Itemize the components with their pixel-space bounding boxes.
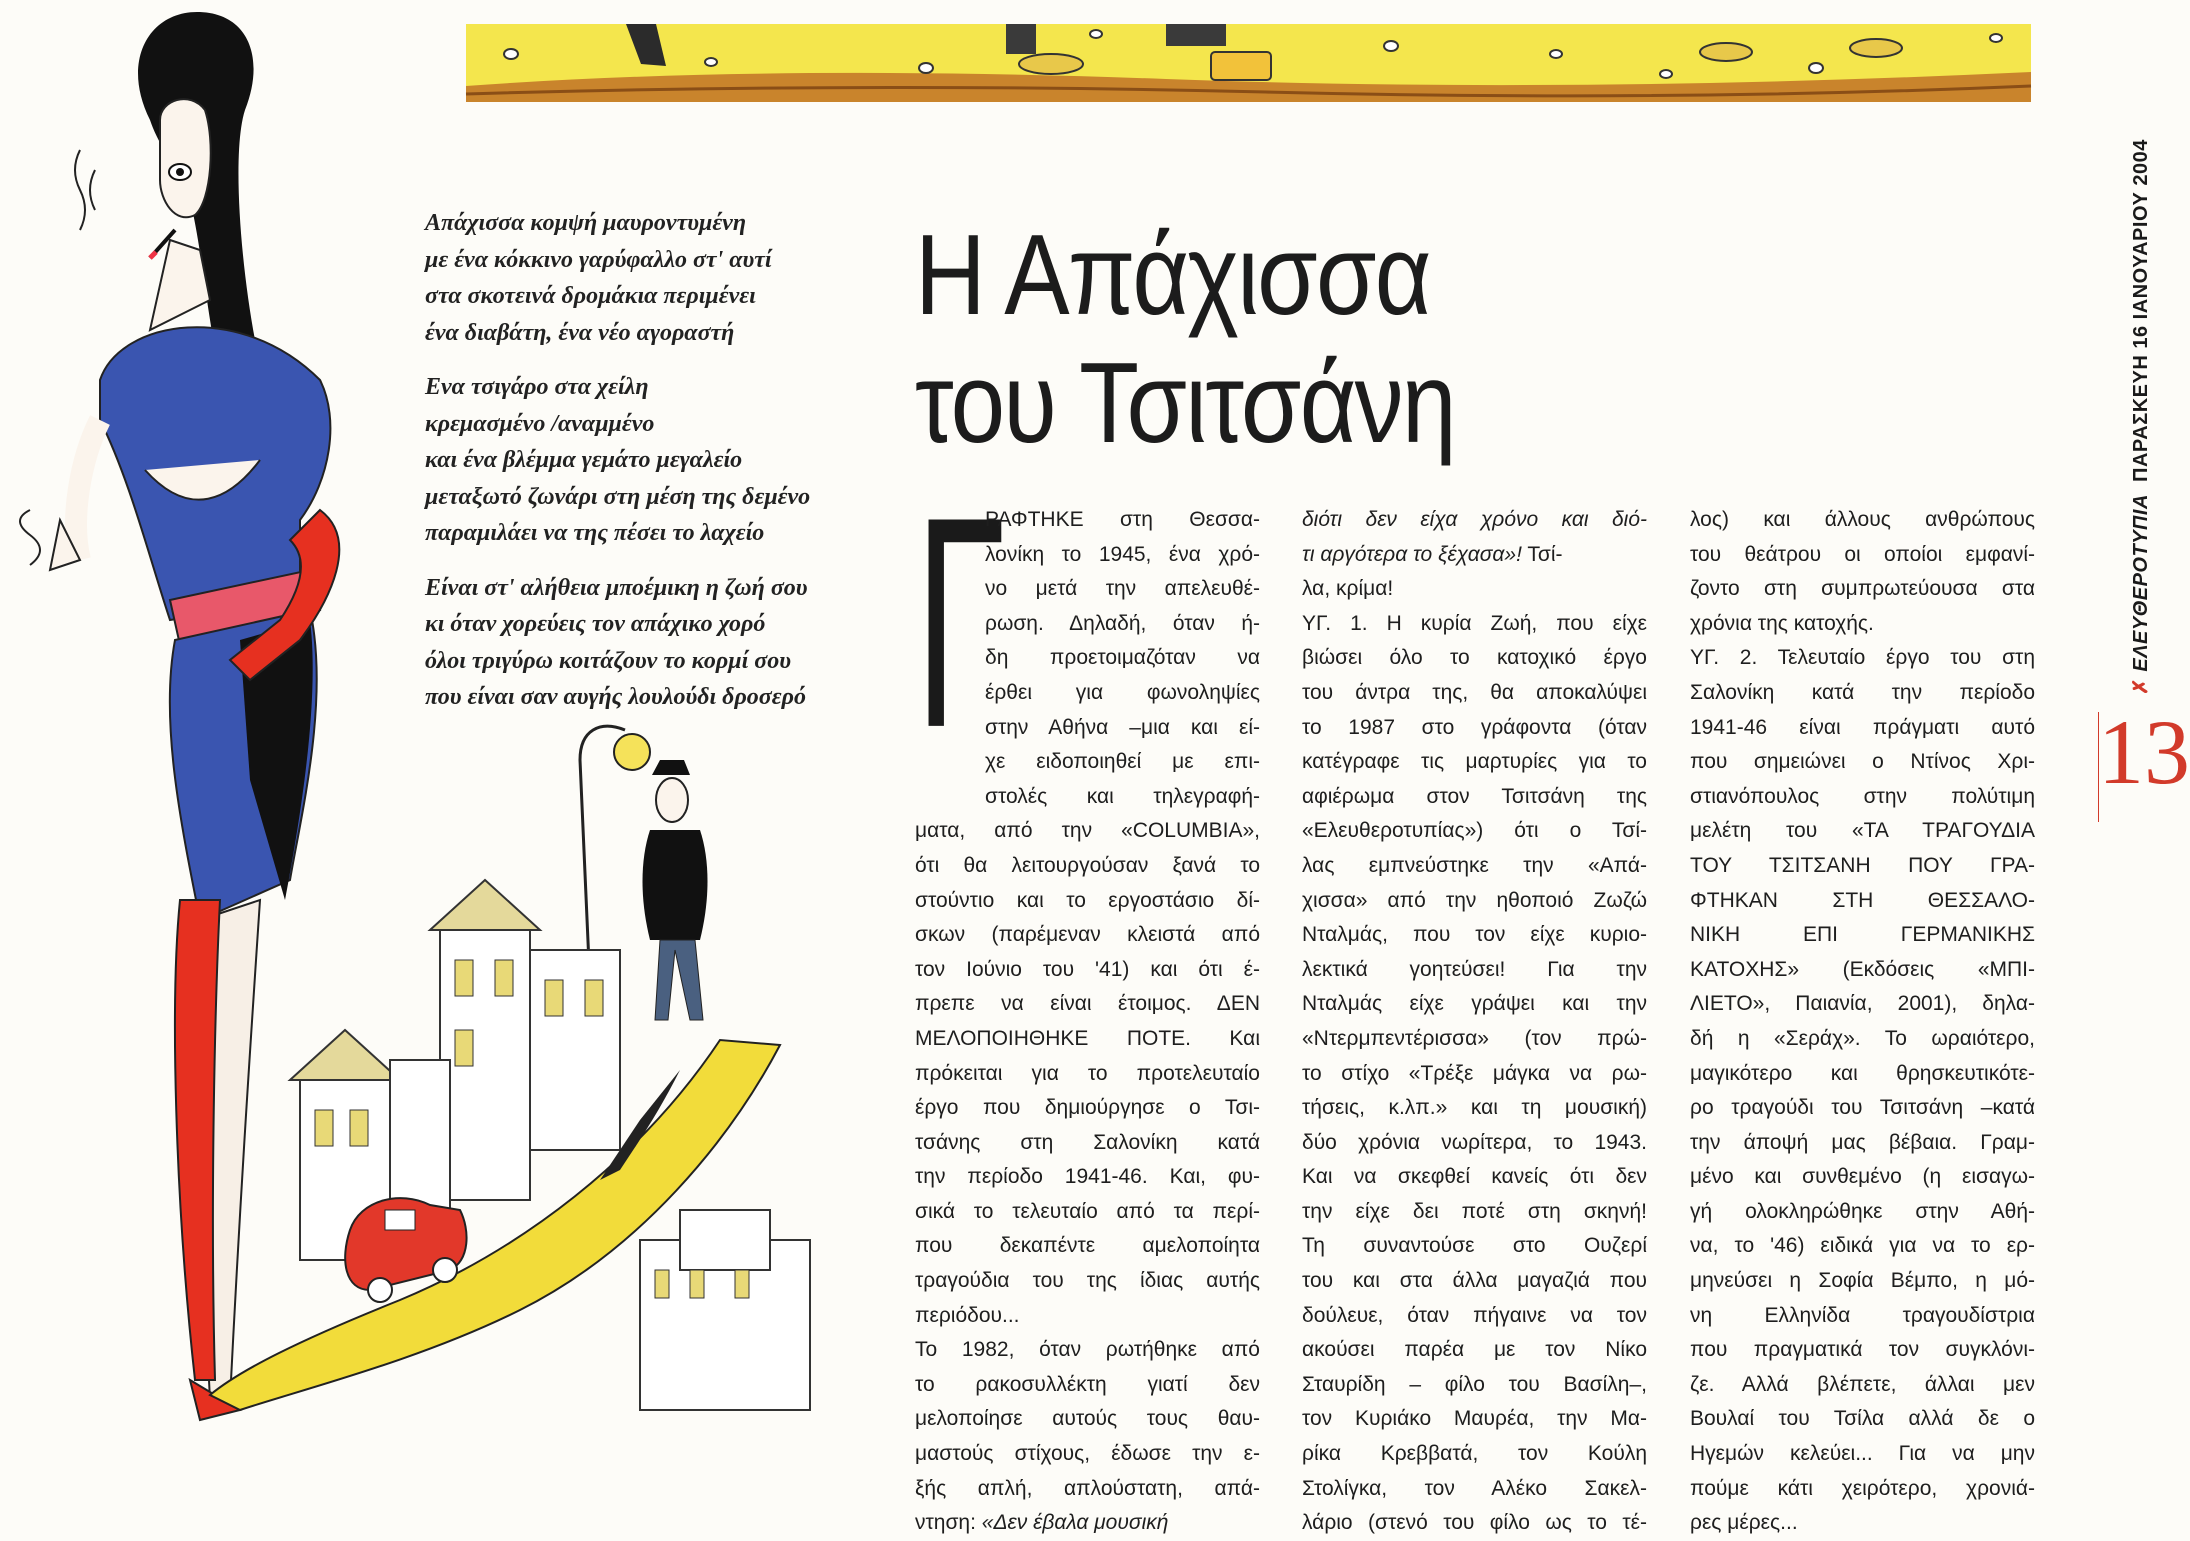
article-line: τσάνης στη Σαλονίκη κατά xyxy=(915,1130,1260,1154)
woman-face xyxy=(160,99,211,217)
article-line: κατέγραφε τις μαρτυρίες για το xyxy=(1302,750,1647,774)
article-line: του θεάτρου οι οποίοι εμφανί- xyxy=(1690,542,2035,566)
article-line: έργο που δημιούργησε ο Τσι- xyxy=(915,1096,1260,1120)
article-line: Νταλμάς, που τον είχε κυριο- xyxy=(1302,923,1647,947)
article-line: ζε. Αλλά βλέπετε, άλλαι μεν xyxy=(1690,1372,2035,1396)
article-line: μαστούς στίχους, έδωσε την ε- xyxy=(915,1442,1260,1466)
article-line: ρίκα Κρεββατά, τον Κούλη xyxy=(1302,1442,1647,1466)
article-line: μελέτη του «ΤΑ ΤΡΑΓΟΥΔΙΑ xyxy=(1690,819,2035,843)
article-line: στην Αθήνα –μια και εί- xyxy=(985,715,1260,739)
poem-line: Ενα τσιγάρο στα χείλη xyxy=(425,374,649,400)
article-line: τήσεις, κ.λπ.» και τη μουσική) xyxy=(1302,1096,1647,1120)
article-column-3 xyxy=(1690,503,2035,1541)
article-line: διότι δεν είχα χρόνο και διό- xyxy=(1302,508,1647,531)
article-line: «Ελευθεροτυπίας») ότι ο Τσί- xyxy=(1302,819,1647,843)
article-line: τον Ιούνιο του '41) και ότι έ- xyxy=(915,957,1260,981)
article-line: που πραγματικά τον συγκλόνι- xyxy=(1690,1338,2035,1362)
article-line: ότι θα λειτουργούσαν ξανά το xyxy=(915,853,1260,877)
publication-name: ΕΛΕΥΘΕΡΟΤΥΠΙΑ xyxy=(2130,494,2152,672)
article-line: την άποψή μας βέβαια. Γραμ- xyxy=(1690,1130,2035,1154)
article-column-1 xyxy=(915,503,1260,1541)
poem-stanza-2 xyxy=(425,369,875,552)
poem-line: κι όταν χορεύεις τον απάχικο χορό xyxy=(425,611,766,637)
publication-logo-icon: ✗ xyxy=(2130,671,2152,695)
poem-line: και ένα βλέμμα γεμάτο μεγαλείο xyxy=(425,447,743,473)
article-line: μελοποίησε αυτούς τους θαυ- xyxy=(915,1407,1260,1431)
article-line: αφιέρωμα στον Τσιτσάνη της xyxy=(1302,784,1647,808)
article-line: ΤΟΥ ΤΣΙΤΣΑΝΗ ΠΟΥ ΓΡΑ- xyxy=(1690,853,2035,877)
article-line: περιόδου... xyxy=(915,1303,1020,1327)
article-line: έρθει για φωνοληψίες xyxy=(985,680,1260,704)
article-line: Σαλονίκη κατά την περίοδο xyxy=(1690,680,2035,704)
poem-line: με ένα κόκκινο γαρύφαλλο στ' αυτί xyxy=(425,246,772,273)
article-line: ζοντο στη συμπρωτεύουσα στα xyxy=(1690,577,2035,601)
article-line: νο μετά την απελευθέ- xyxy=(985,577,1260,601)
article-line: χε ειδοποιηθεί με επι- xyxy=(985,750,1260,774)
article-line: ακούσει παρέα με τον Νίκο xyxy=(1302,1338,1647,1362)
article-line: χισσα» από την ηθοποιό Ζωζώ xyxy=(1302,888,1647,912)
article-line: σικά το τελευταίο από τα περί- xyxy=(915,1199,1260,1223)
article-line: τον Κυριάκο Μαυρέα, την Μα- xyxy=(1302,1407,1647,1431)
article-column-2 xyxy=(1302,503,1647,1541)
article-line: στιανόπουλος στην πολύτιμη xyxy=(1690,784,2035,808)
article-line: λα, κρίμα! xyxy=(1302,577,1394,601)
article-line: το ρακοσυλλέκτη γιατί δεν xyxy=(915,1372,1260,1396)
article-line: Τη συναντούσε στο Ουζερί xyxy=(1302,1234,1647,1258)
article-line: ΝΙΚΗ ΕΠΙ ΓΕΡΜΑΝΙΚΗΣ xyxy=(1690,923,2035,947)
article-line: Νταλμάς είχε γράψει και την xyxy=(1302,992,1647,1016)
poem-line: παραμιλάει να της πέσει το λαχείο xyxy=(425,520,765,546)
article-line: Σταυρίδη – φίλο του Βασίλη–, xyxy=(1302,1372,1647,1396)
article-line: νη Ελληνίδα τραγουδίστρια xyxy=(1690,1303,2035,1327)
article-line: που δεκαπέντε αμελοποίητα xyxy=(915,1234,1260,1258)
poem-line: όλοι τριγύρω κοιτάζουν το κορμί σου xyxy=(425,647,791,674)
article-line: ΥΓ. 2. Τελευταίο έργο του στη xyxy=(1690,646,2035,670)
article-line: 1941-46 είναι πράγματι αυτό xyxy=(1690,715,2035,739)
article-line: ρες μέρες... xyxy=(1690,1511,1798,1535)
poem-stanza-3 xyxy=(425,570,875,716)
article-line: μηνεύσει η Σοφία Βέμπο, η μό- xyxy=(1690,1269,2035,1293)
article-line: ξής απλή, απλούστατη, απά- xyxy=(915,1476,1260,1500)
poem-line: ένα διαβάτη, ένα νέο αγοραστή xyxy=(425,319,735,346)
article-line: λεκτικά γοητεύσει! Για την xyxy=(1302,957,1647,981)
page-number: 13 xyxy=(2098,701,2190,803)
article-line: Βουλαί του Τσίλα αλλά δε ο xyxy=(1690,1407,2035,1431)
article-line: δη προετοιμαζόταν να xyxy=(985,646,1260,670)
article-line: στούντιο και το εργοστάσιο δί- xyxy=(915,888,1260,912)
issue-date: ΠΑΡΑΣΚΕΥΗ 16 ΙΑΝΟΥΑΡΙΟΥ 2004 xyxy=(2130,139,2152,482)
article-line: σκων (παρέμεναν κλειστά από xyxy=(915,923,1260,947)
poem-line: Απάχισσα κομψή μαυροντυμένη xyxy=(425,210,746,236)
article-line: ντηση: «Δεν έβαλα μουσική xyxy=(915,1511,1169,1535)
article-line: ΦΤΗΚΑΝ ΣΤΗ ΘΕΣΣΑΛΟ- xyxy=(1690,888,2035,912)
article-line: το στίχο «Τρέξε μάγκα να ρω- xyxy=(1302,1061,1647,1085)
article-line: λος) και άλλους ανθρώπους xyxy=(1690,508,2035,531)
article-quote: «Δεν έβαλα μουσική xyxy=(975,1511,1169,1535)
poem-line: μεταξωτό ζωνάρι στη μέση της δεμένο xyxy=(425,483,811,510)
article-line: γή ολοκληρώθηκε στην Αθή- xyxy=(1690,1199,2035,1223)
article-line: «Ντερμπεντέρισσα» (τον πρώ- xyxy=(1302,1026,1647,1050)
article-line: λονίκη το 1945, ένα χρό- xyxy=(985,542,1260,566)
article-line: μαγικότερο και θρησκευτικότε- xyxy=(1690,1061,2035,1085)
article-line: το 1987 στο γράφοντα (όταν xyxy=(1302,715,1647,739)
headline-line-2: του Τσιτσάνη xyxy=(915,340,1455,467)
article-line: δούλευε, όταν πήγαινε να τον xyxy=(1302,1303,1647,1327)
article-line: Και να σκεφθεί κανείς ότι δεν xyxy=(1302,1165,1647,1189)
article-line: ΡΑΦΤΗΚΕ στη Θεσσα- xyxy=(985,508,1260,531)
page-sidebar xyxy=(2128,120,2158,695)
article-line: την είχε δει ποτέ στη σκηνή! xyxy=(1302,1199,1647,1223)
article-line: του και στα άλλα μαγαζιά που xyxy=(1302,1269,1647,1293)
article-line: δύο χρόνια νωρίτερα, το 1943. xyxy=(1302,1130,1647,1154)
article-line: πρεπε να είναι έτοιμος. ΔΕΝ xyxy=(915,992,1260,1016)
article-line: τραγούδια του της ίδιας αυτής xyxy=(915,1269,1260,1293)
drop-cap: Γ xyxy=(915,454,1006,790)
article-line: ματα, από την «COLUMBIA», xyxy=(915,819,1260,843)
article-line: του άντρα της, θα αποκαλύψει xyxy=(1302,680,1647,704)
article-line: στολές και τηλεγραφή- xyxy=(985,784,1260,808)
poem-line: κρεμασμένο /αναμμένο xyxy=(425,410,655,437)
article-line: ΚΑΤΟΧΗΣ» (Εκδόσεις «ΜΠΙ- xyxy=(1690,957,2035,981)
article-line: να, το '46) ειδικά για να το ερ- xyxy=(1690,1234,2035,1258)
article-headline xyxy=(915,212,1455,468)
article-line: ΛΙΕΤΟ», Παιανία, 2001), δηλα- xyxy=(1690,992,2035,1016)
article-line: Στολίγκα, τον Αλέκο Σακελ- xyxy=(1302,1476,1647,1500)
article-line: δή η «Σεράχ». Το ωραιότερο, xyxy=(1690,1026,2035,1050)
article-line: Ηγεμών κελεύει... Για να μην xyxy=(1690,1442,2035,1466)
article-line: χρόνια της κατοχής. xyxy=(1690,611,1874,635)
article-line: ρωση. Δηλαδή, όταν ή- xyxy=(985,611,1260,635)
article-line: πρόκειται για το προτελευταίο xyxy=(915,1061,1260,1085)
woman-glove-left xyxy=(76,420,100,560)
poem-line: που είναι σαν αυγής λουλούδι δροσερό xyxy=(425,684,806,710)
poem-line: στα σκοτεινά δρομάκια περιμένει xyxy=(425,283,756,309)
article-line: Το 1982, όταν ρωτήθηκε από xyxy=(915,1338,1260,1362)
sidebar-running-head xyxy=(2128,139,2153,695)
article-line: λας εμπνεύστηκε την «Απά- xyxy=(1302,853,1647,877)
poem-stanza-1 xyxy=(425,205,875,351)
article-line: λάριο (στενό του φίλο ως το τέ- xyxy=(1302,1511,1647,1535)
article-line: ΥΓ. 1. Η κυρία Ζωή, που είχε xyxy=(1302,611,1647,635)
article-line: ΜΕΛΟΠΟΙΗΘΗΚΕ ΠΟΤΕ. Και xyxy=(915,1026,1260,1050)
article-line: μένο και συνθεμένο (η εισαγω- xyxy=(1690,1165,2035,1189)
article-text: Τσί- xyxy=(1521,542,1563,566)
article-line: που σημειώνει ο Ντίνος Χρι- xyxy=(1690,750,2035,774)
article-line: πούμε κάτι χειρότερο, χρονιά- xyxy=(1690,1476,2035,1500)
poem-lyrics xyxy=(425,205,875,734)
article-line: ρο τραγούδι του Τσιτσάνη –κατά xyxy=(1690,1096,2035,1120)
article-line: βιώσει όλο το κατοχικό έργο xyxy=(1302,646,1647,670)
poem-line: Είναι στ' αλήθεια μποέμικη η ζωή σου xyxy=(425,574,808,601)
headline-line-1: Η Απάχισσα xyxy=(915,212,1430,339)
article-line: τι αργότερα το ξέχασα»! Τσί- xyxy=(1302,542,1563,566)
man-figure xyxy=(643,760,708,1020)
article-line: την περίοδο 1941-46. Και, φυ- xyxy=(915,1165,1260,1189)
